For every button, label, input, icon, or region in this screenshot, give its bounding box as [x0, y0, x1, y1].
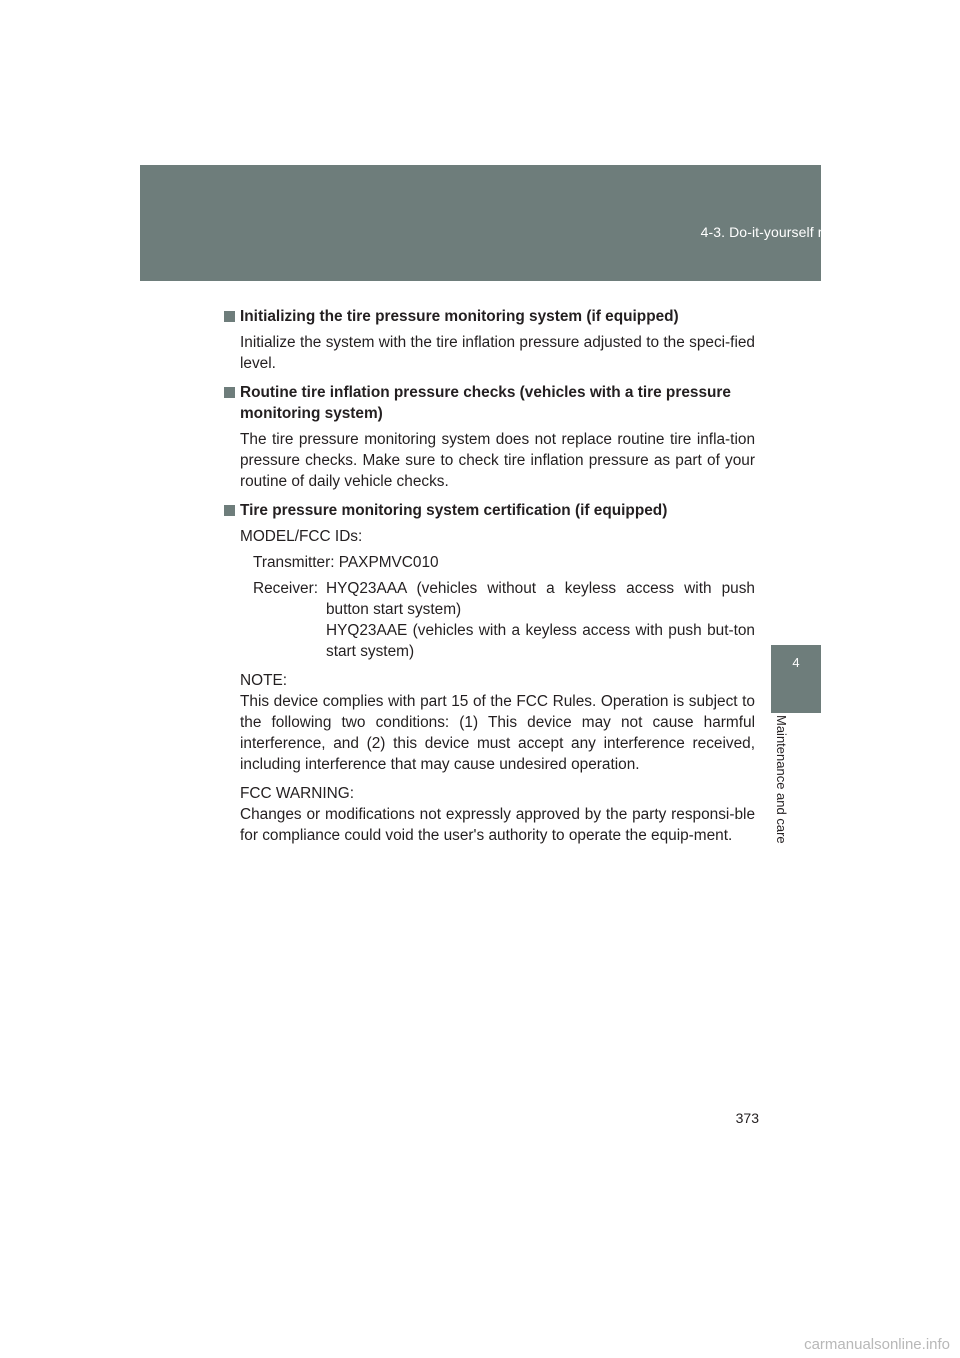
chapter-number: 4	[792, 655, 800, 670]
transmitter-id: Transmitter: PAXPMVC010	[253, 554, 439, 571]
section-heading-text: Initializing the tire pressure monitoring system (if equipped)	[240, 308, 679, 325]
section-heading	[224, 382, 755, 424]
section-title: 4-3. Do-it-yourself maintenance	[700, 224, 899, 240]
fcc-warning-body: Changes or modifications not expressly approved by the party responsi-ble for compliance could void the user's authority to operate the equip-ment.	[240, 806, 755, 844]
header-band	[140, 165, 821, 281]
section-body: The tire pressure monitoring system does not replace routine tire infla-tion pressure checks. Make sure to check tire inflation pressure as part of your routine of daily vehicle checks.	[240, 431, 755, 490]
section-body: Initialize the system with the tire inflation pressure adjusted to the speci-fied level.	[240, 334, 755, 372]
note-body: This device complies with part 15 of the FCC Rules. Operation is subject to the following two conditions: (1) This device may not cause harmful interference, and (2) this device must accept any interference received, including interference that may cause undesired operation.	[240, 693, 755, 773]
section-heading	[224, 500, 755, 521]
model-ids-label: MODEL/FCC IDs:	[240, 528, 363, 545]
page-number: 373	[735, 1110, 759, 1126]
receiver-id-line: HYQ23AAE (vehicles with a keyless access with push but-ton start system)	[326, 622, 755, 660]
section-heading-text: Tire pressure monitoring system certification (if equipped)	[240, 502, 668, 519]
chapter-label: Maintenance and care	[774, 715, 789, 844]
chapter-tab	[771, 645, 821, 713]
section-heading-text: Routine tire inflation pressure checks (vehicles with a tire pressure monitoring system)	[240, 384, 731, 422]
note-label: NOTE:	[240, 672, 288, 689]
square-bullet-icon	[224, 505, 235, 516]
square-bullet-icon	[224, 311, 235, 322]
page-content	[224, 306, 755, 854]
chapter-label-wrap	[770, 715, 794, 870]
receiver-ids	[253, 578, 755, 662]
section-heading	[224, 306, 755, 327]
fcc-warning-label: FCC WARNING:	[240, 785, 354, 802]
receiver-label: Receiver:	[253, 580, 319, 597]
watermark: carmanualsonline.info	[804, 1336, 950, 1353]
receiver-id-line: HYQ23AAA (vehicles without a keyless access with push button start system)	[326, 580, 755, 618]
receiver-lines	[326, 578, 755, 662]
square-bullet-icon	[224, 387, 235, 398]
